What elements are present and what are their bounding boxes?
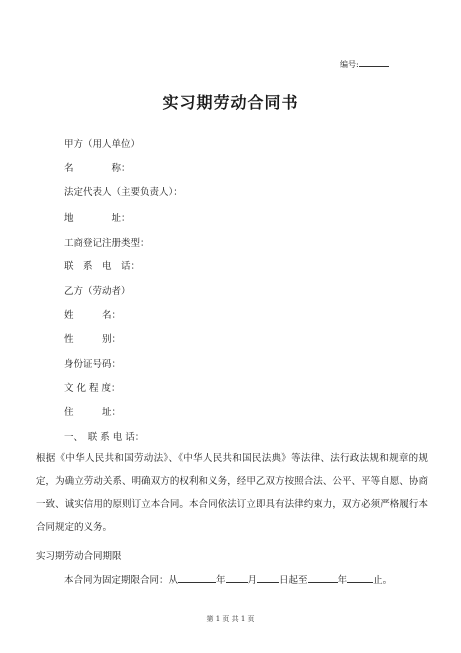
period-blank-start-month [226,573,248,583]
party-b-heading: 乙方（劳动者） [64,286,131,297]
party-a-heading: 甲方（用人单位） [64,139,141,150]
period-text-6: 止。 [373,575,393,586]
period-clause [64,572,392,586]
party-a-name-label: 名 称： [64,163,131,174]
page-footer: 第 1 页 共 1 页 [206,615,255,623]
period-blank-start-year [178,573,216,583]
preamble-paragraph: 根据《中华人民共和国劳动法》、《中华人民共和国民法典》等法律、法行政法规和规章的规定，为确立劳动关系、明确双方的权利和义务，经甲乙双方按照合法、公平、平等自愿、协商一致、诚实信用的原则订立本合同。本合同依法订立即具有法律约束力，双方必须严格履行本合同规定的义务。 [36,453,428,533]
document-title: 实习期劳动合同书 [162,93,299,112]
party-a-address-label: 地 址： [64,213,131,224]
party-b-name-label: 姓 名： [64,310,122,321]
period-text-2: 年 [216,575,226,586]
party-a-phone-label: 联 系 电 话： [64,261,141,272]
period-blank-end-year [308,573,338,583]
period-text-1: 本合同为固定期限合同：从 [64,575,179,586]
party-b-education-label: 文 化 程 度： [64,383,121,394]
period-text-4: 日起至 [279,575,308,586]
party-a-rep-label: 法定代表人（主要负责人）： [64,187,183,198]
party-b-id-label: 身份证号码： [64,359,122,370]
period-heading: 实习期劳动合同期限 [36,551,122,562]
party-b-gender-label: 性 别： [64,334,122,345]
serial-label: 编号: [340,60,359,69]
party-b-phone-label: 一、 联 系 电 话： [64,432,145,443]
serial-number [340,58,430,70]
party-b-address-label: 住 址： [64,407,122,418]
period-text-3: 月 [247,575,258,586]
serial-blank [359,58,389,67]
period-blank-start-day [257,573,279,583]
period-blank-end-date [347,573,373,583]
party-a-reg-type-label: 工商登记注册类型： [64,238,150,249]
period-text-5: 年 [337,575,348,586]
